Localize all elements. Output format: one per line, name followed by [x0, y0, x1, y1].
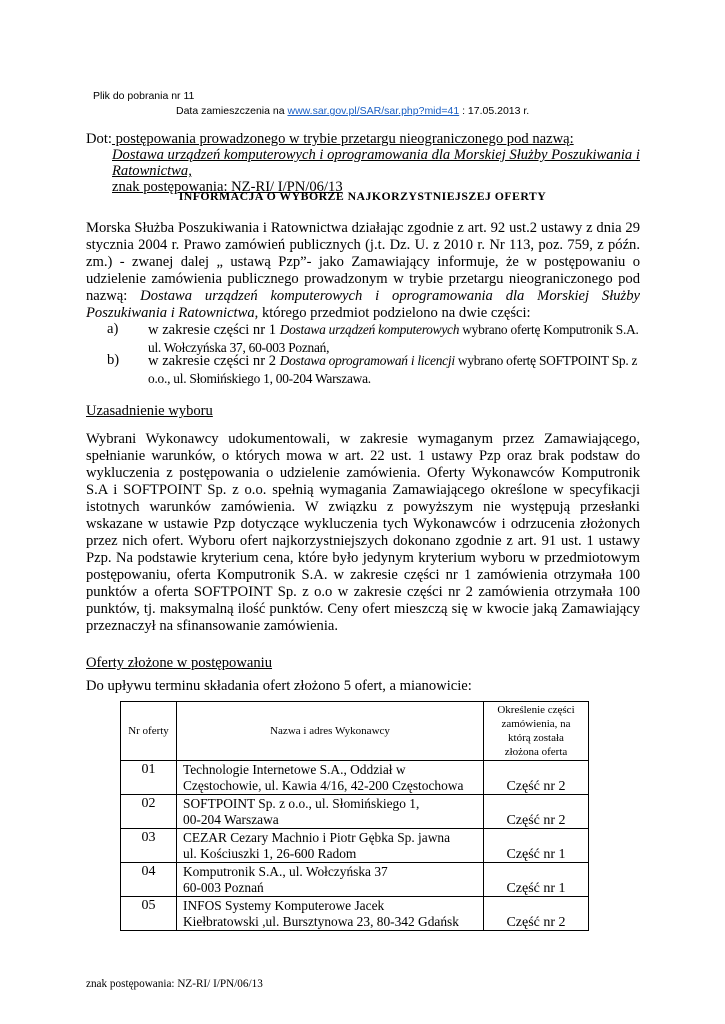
- intro-text-end: , którego przedmiot podzielono na dwie części:: [254, 305, 531, 321]
- offer-part: Część nr 2: [484, 897, 589, 931]
- contractor-line1: Komputronik S.A., ul. Wołczyńska 37: [183, 864, 388, 879]
- contractor-line1: INFOS Systemy Komputerowe Jacek: [183, 898, 385, 913]
- header-name: Nazwa i adres Wykonawcy: [177, 702, 484, 761]
- table-row: [121, 795, 589, 829]
- header-part: Określenie części zamówienia, na którą została złożona oferta: [484, 702, 589, 761]
- result-item-b: [86, 352, 640, 388]
- justification-heading: Uzasadnienie wyboru: [86, 403, 213, 419]
- result-text: [148, 352, 640, 388]
- contractor-line2: 60-003 Poznań: [183, 879, 264, 895]
- table-row: [121, 863, 589, 897]
- page-footer: znak postępowania: NZ-RI/ I/PN/06/13: [86, 978, 263, 990]
- offer-part: Część nr 2: [484, 761, 589, 795]
- publication-date: : 17.05.2013 r.: [459, 105, 530, 117]
- offer-contractor: [177, 795, 484, 829]
- table-header-row: [121, 702, 589, 761]
- offer-part: Część nr 1: [484, 829, 589, 863]
- offers-intro: Do upływu terminu składania ofert złożono 5 ofert, a mianowicie:: [86, 678, 472, 694]
- contractor-line2: Częstochowie, ul. Kawia 4/16, 42-200 Częstochowa: [183, 777, 464, 793]
- offers-table: [120, 701, 589, 931]
- offer-part: Część nr 1: [484, 863, 589, 897]
- subject-reference: znak postępowania: NZ-RI/ I/PN/06/13: [112, 179, 343, 195]
- table-row: [121, 897, 589, 931]
- file-number: Plik do pobrania nr 11: [93, 90, 195, 102]
- contractor-line1: CEZAR Cezary Machnio i Piotr Gębka Sp. jawna: [183, 830, 451, 845]
- result-part-name: Dostawa oprogramowań i licencji: [279, 353, 455, 368]
- offer-contractor: [177, 897, 484, 931]
- offer-nr: 02: [121, 795, 177, 829]
- result-winner: wybrano ofertę SOFTPOINT Sp. z o.o., ul. Słomińskiego 1, 00-204 Warszawa.: [148, 353, 638, 386]
- result-winner: wybrano ofertę Komputronik S.A. ul. Wołczyńska 37, 60-003 Poznań,: [148, 322, 639, 355]
- offers-heading: Oferty złożone w postępowaniu: [86, 655, 273, 671]
- offer-part: Część nr 2: [484, 795, 589, 829]
- contractor-line2: 00-204 Warszawa: [183, 811, 279, 827]
- offer-contractor: [177, 761, 484, 795]
- offer-nr: 04: [121, 863, 177, 897]
- subject-block: [86, 131, 646, 195]
- header-nr: Nr oferty: [121, 702, 177, 761]
- contractor-line1: Technologie Internetowe S.A., Oddział w: [183, 762, 406, 777]
- contractor-line1: SOFTPOINT Sp. z o.o., ul. Słomińskiego 1,: [183, 796, 420, 811]
- offer-contractor: [177, 829, 484, 863]
- publication-link[interactable]: www.sar.gov.pl/SAR/sar.php?mid=41: [287, 105, 460, 117]
- list-marker: b): [107, 352, 120, 368]
- result-prefix: w zakresie części nr 1: [148, 322, 280, 338]
- table-row: [121, 761, 589, 795]
- contractor-line2: ul. Kościuszki 1, 26-600 Radom: [183, 845, 357, 861]
- publication-prefix: Data zamieszczenia na: [176, 105, 288, 117]
- intro-text: Morska Służba Poszukiwania i Ratownictwa działając zgodnie z art. 92 ust.2 ustawy z dnia 29 stycznia 2004 r. Prawo zamówień publicznych (j.t. Dz. U. z 2010 r. Nr 113, poz. 759, z późn. zm.) - zwanej dalej „ ustawą Pzp”- jako Zamawiający informuje, że w postępowaniu o udzielenie zamówienia publicznego prowadzonym w trybie przetargu nieograniczonego pod nazwą:: [86, 220, 640, 304]
- subject-label: Dot:: [86, 131, 112, 147]
- list-marker: a): [107, 321, 119, 337]
- result-part-name: Dostawa urządzeń komputerowych: [279, 322, 460, 337]
- intro-title: Dostawa urządzeń komputerowych i oprogramowania dla Morskiej Służby Poszukiwania i Ratownictwa: [86, 288, 640, 321]
- result-prefix: w zakresie części nr 2: [148, 353, 280, 369]
- justification-body: Wybrani Wykonawcy udokumentowali, w zakresie wymaganym przez Zamawiającego, spełnianie warunków, o których mowa w art. 22 ust. 1 ustawy Pzp oraz brak podstaw do wykluczenia z postępowania o udzielenie zamówienia. Oferty Wykonawców Komputronik S.A i SOFTPOINT Sp. z o.o. spełnią wymagania Zamawiającego określone w specyfikacji istotnych warunków zamówienia. W związku z powyższym nie występują przesłanki wskazane w ustawie Pzp dotyczące wykluczenia tych Wykonawców i odrzucenia złożonych przez nich ofert. Wyboru ofert najkorzystniejszych dokonano zgodnie z art. 91 ust. 1 ustawy Pzp. Na podstawie kryterium cena, które było jedynym kryterium wyboru w przedmiotowym postępowaniu, oferta Komputronik S.A. w zakresie części nr 1 zamówienia otrzymała 100 punktów a oferta SOFTPOINT Sp. z o.o w zakresie części nr 2 zamówienia otrzymała 100 punktów, tj. maksymalną ilość punktów. Ceny ofert mieszczą się w kwocie jaką Zamawiający przeznaczył na sfinansowanie zamówienia.: [86, 431, 640, 634]
- offer-nr: 01: [121, 761, 177, 795]
- subject-title: Dostawa urządzeń komputerowych i oprogramowania dla Morskiej Służby Poszukiwania i Ratownictwa,: [112, 147, 640, 179]
- contractor-line2: Kiełbratowski ,ul. Bursztynowa 23, 80-342 Gdańsk: [183, 913, 459, 929]
- document-title: INFORMACJA O WYBORZE NAJKORZYSTNIEJSZEJ OFERTY: [178, 189, 547, 203]
- publication-info: [176, 105, 529, 117]
- offer-nr: 05: [121, 897, 177, 931]
- offer-contractor: [177, 863, 484, 897]
- intro-paragraph: [86, 220, 640, 322]
- subject-text: postępowania prowadzonego w trybie przetargu nieograniczonego pod nazwą:: [111, 131, 574, 147]
- table-row: [121, 829, 589, 863]
- offer-nr: 03: [121, 829, 177, 863]
